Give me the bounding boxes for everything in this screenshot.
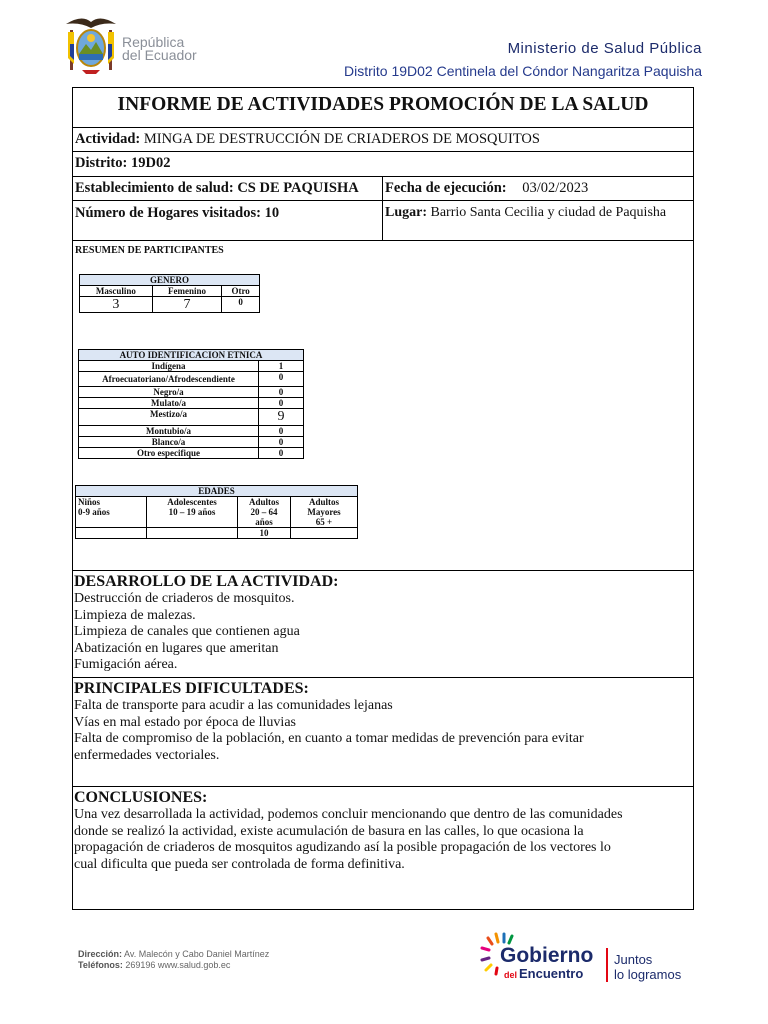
ethnic-value: 0 <box>259 372 304 387</box>
age-table-header: EDADES <box>76 486 358 497</box>
age-value-children <box>76 528 147 539</box>
difficulties-line: Falta de compromiso de la población, en cuanto a tomar medidas de prevención para evitar <box>74 731 584 746</box>
gender-col-male: Masculino <box>80 286 153 297</box>
phone-value: 269196 www.salud.gob.ec <box>125 960 231 970</box>
development-line: Limpieza de malezas. <box>74 607 196 623</box>
homes-row <box>73 201 693 241</box>
difficulties-section <box>73 678 693 787</box>
development-line: Fumigación aérea. <box>74 657 178 672</box>
development-line: Destrucción de criaderos de mosquitos. <box>74 591 295 606</box>
district-value: 19D02 <box>130 155 171 171</box>
difficulties-line: Falta de transporte para acudir a las comunidades lejanas <box>74 698 393 713</box>
age-col-seniors <box>291 497 358 528</box>
participants-title: RESUMEN DE PARTICIPANTES <box>75 245 224 256</box>
establishment-value: CS DE PAQUISHA <box>237 180 359 196</box>
age-col-seniors-line3: 65 + <box>315 517 333 527</box>
age-col-seniors-line2: Mayores <box>307 507 341 517</box>
gender-table-header: GENERO <box>80 275 260 286</box>
district-row <box>73 152 693 177</box>
gob-word2: del <box>504 970 518 980</box>
ethnic-label: Otro especifique <box>79 448 259 459</box>
gender-value-female: 7 <box>152 297 222 313</box>
ethnic-label: Blanco/a <box>79 437 259 448</box>
activity-value: MINGA DE DESTRUCCIÓN DE CRIADEROS DE MOSQUITOS <box>143 131 540 147</box>
date-label: Fecha de ejecución: <box>385 180 507 196</box>
slogan-line1: Juntos <box>614 952 653 967</box>
ethnic-value: 0 <box>259 426 304 437</box>
activity-report-form <box>72 87 694 910</box>
gender-table <box>79 274 260 313</box>
date-value: 03/02/2023 <box>522 180 589 196</box>
ethnic-table-header: AUTO IDENTIFICACION ETNICA <box>79 350 304 361</box>
activity-row <box>73 128 693 152</box>
logo-text-line2: del Ecuador <box>122 47 197 63</box>
conclusions-line: cual dificulta que pueda ser controlada de forma definitiva. <box>74 856 405 872</box>
place-label: Lugar: <box>385 205 427 220</box>
age-table <box>75 485 358 539</box>
age-value-seniors <box>291 528 358 539</box>
phone-label: Teléfonos: <box>78 960 123 970</box>
ethnic-value: 0 <box>259 448 304 459</box>
republica-del-ecuador-logo-text <box>122 36 197 62</box>
age-value-adults: 10 <box>238 528 291 539</box>
ecuador-coat-of-arms-logo <box>62 14 120 74</box>
development-title: DESARROLLO DE LA ACTIVIDAD: <box>74 573 339 590</box>
development-section <box>73 571 693 678</box>
ethnic-label: Indígena <box>79 361 259 372</box>
ethnic-label: Mulato/a <box>79 398 259 409</box>
ethnic-label: Afroecuatoriano/Afrodescendiente <box>79 372 259 387</box>
development-line: Limpieza de canales que contienen agua <box>74 624 300 639</box>
age-value-adolescents <box>147 528 238 539</box>
difficulties-line: Vías en mal estado por época de lluvias <box>74 714 296 730</box>
age-col-adults-line1: Adultos <box>248 497 279 507</box>
ethnic-value: 1 <box>259 361 304 372</box>
difficulties-line: enfermedades vectoriales. <box>74 747 220 763</box>
address-value: Av. Malecón y Cabo Daniel Martínez <box>124 949 270 959</box>
ethnic-value: 0 <box>259 398 304 409</box>
gob-word1: Gobierno <box>500 944 594 967</box>
activity-label: Actividad: <box>75 131 141 147</box>
form-title-row <box>73 88 693 128</box>
ethnic-value: 0 <box>259 387 304 398</box>
conclusions-line: propagación de criaderos de mosquitos agudizando así la posible propagación de los vectores lo <box>74 840 611 855</box>
age-col-adults <box>238 497 291 528</box>
age-col-adolescents-line1: Adolescentes <box>167 497 217 507</box>
gender-col-female: Femenino <box>152 286 222 297</box>
district-label: Distrito: <box>75 155 128 171</box>
address-label: Dirección: <box>78 949 123 959</box>
gender-value-other: 0 <box>222 297 260 313</box>
age-col-children <box>76 497 147 528</box>
age-col-children-line2: 0-9 años <box>78 507 110 517</box>
ethnic-label: Negro/a <box>79 387 259 398</box>
gobierno-del-encuentro-logo <box>478 930 698 990</box>
ministry-name: Ministerio de Salud Pública <box>507 40 702 57</box>
district-header: Distrito 19D02 Centinela del Cóndor Nangaritza Paquisha <box>344 63 702 79</box>
participants-section <box>73 241 693 571</box>
ethnic-value: 0 <box>259 437 304 448</box>
ethnic-label: Mestizo/a <box>79 409 259 426</box>
age-col-adolescents-line2: 10 – 19 años <box>168 507 216 517</box>
gender-value-male: 3 <box>80 297 153 313</box>
establishment-label: Establecimiento de salud: <box>75 180 234 196</box>
conclusions-line: Una vez desarrollada la actividad, podemos concluir mencionando que dentro de las comunidades <box>74 807 623 822</box>
slogan-line2: lo logramos <box>614 967 682 982</box>
development-line: Abatización en lugares que ameritan <box>74 640 279 656</box>
age-col-adults-line3: años <box>255 517 273 527</box>
place-value: Barrio Santa Cecilia y ciudad de Paquisha <box>430 205 667 220</box>
conclusions-section <box>73 787 693 909</box>
ethnic-value: 9 <box>259 409 304 426</box>
age-col-adults-line2: 20 – 64 <box>250 507 278 517</box>
form-title: INFORME DE ACTIVIDADES PROMOCIÓN DE LA SALUD <box>117 94 649 115</box>
conclusions-line: donde se realizó la actividad, existe acumulación de basura en las calles, lo que ocasiona la <box>74 823 584 839</box>
conclusions-title: CONCLUSIONES: <box>74 789 208 806</box>
age-col-children-line1: Niños <box>78 497 101 507</box>
age-col-seniors-line1: Adultos <box>308 497 339 507</box>
establishment-row <box>73 177 693 201</box>
homes-value: 10 <box>264 205 280 221</box>
age-col-adolescents <box>147 497 238 528</box>
ethnic-label: Montubio/a <box>79 426 259 437</box>
ethnic-table <box>78 349 304 459</box>
gender-col-other: Otro <box>222 286 260 297</box>
footer-address <box>78 949 269 971</box>
difficulties-title: PRINCIPALES DIFICULTADES: <box>74 680 309 697</box>
gob-word3: Encuentro <box>519 966 584 981</box>
logo-text-line1: República <box>122 34 185 50</box>
homes-label: Número de Hogares visitados: <box>75 205 261 221</box>
